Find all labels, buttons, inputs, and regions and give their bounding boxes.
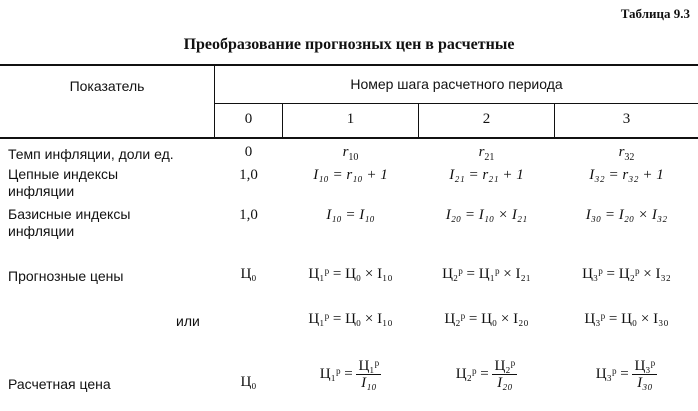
forecast-prices-step0: Ц₀ [240, 266, 257, 282]
inflation-rate-step3: $r_{32}$ [618, 144, 635, 163]
header-step-0: 0 [244, 111, 253, 127]
base-indices-step1: I₁₀ = I₁₀ [326, 207, 375, 223]
inflation-rate-step1: $r_{10}$ [342, 144, 359, 163]
header-bottom-rule [0, 137, 698, 139]
forecast-prices-step2: Ц₂ᵖ = Ц₁ᵖ × I₂₁ [442, 266, 531, 282]
inflation-rate-step0: 0 [244, 144, 253, 160]
row-base-indices-label: Базисные индексы инфляции [8, 206, 131, 239]
calc-price-step2: Ц₂ᵖ = $\frac{\text{Ц₂ᵖ}}{\text{I₂₀}}$ [455, 358, 516, 391]
row-inflation-rate-label: Темп инфляции, доли ед. [8, 146, 174, 162]
calc-price-step0: Ц₀ [240, 374, 257, 390]
forecast-prices-step3: Ц₃ᵖ = Ц₂ᵖ × I₃₂ [582, 266, 671, 282]
header-indicator: Показатель [69, 78, 145, 94]
row-forecast-prices-label: Прогнозные цены [8, 268, 124, 284]
top-rule [0, 64, 698, 66]
header-step-2: 2 [482, 111, 491, 127]
chain-indices-step2: I₂₁ = r₂₁ + 1 [449, 167, 524, 183]
row-or-label: или [176, 313, 200, 329]
forecast-prices-step1: Ц₁ᵖ = Ц₀ × I₁₀ [308, 266, 393, 282]
header-period: Номер шага расчетного периода [350, 76, 563, 92]
chain-indices-step1: I₁₀ = r₁₀ + 1 [313, 167, 388, 183]
chain-indices-step3: I₃₂ = r₃₂ + 1 [589, 167, 664, 183]
inflation-rate-step2: $r_{21}$ [478, 144, 495, 163]
header-step-3: 3 [622, 111, 631, 127]
base-indices-step2: I₂₀ = I₁₀ × I₂₁ [445, 207, 528, 223]
base-indices-step3: I₃₀ = I₂₀ × I₃₂ [585, 207, 668, 223]
base-indices-step0: 1,0 [239, 207, 258, 223]
calc-price-step3: Ц₃ᵖ = $\frac{\text{Ц₃ᵖ}}{\text{I₃₀}}$ [595, 358, 656, 391]
row-calc-price-label: Расчетная цена [8, 376, 111, 392]
chain-indices-step0: 1,0 [239, 167, 258, 183]
table-number: Таблица 9.3 [620, 6, 690, 21]
calc-price-step1: Ц₁ᵖ = $\frac{\text{Ц₁ᵖ}}{\text{I₁₀}}$ [319, 358, 380, 391]
header-step-1: 1 [346, 111, 355, 127]
or-step1: Ц₁ᵖ = Ц₀ × I₁₀ [308, 311, 393, 327]
table-title: Преобразование прогнозных цен в расчетные [183, 36, 515, 53]
or-step2: Ц₂ᵖ = Ц₀ × I₂₀ [444, 311, 529, 327]
or-step3: Ц₃ᵖ = Ц₀ × I₃₀ [584, 311, 669, 327]
row-chain-indices-label: Цепные индексы инфляции [8, 166, 119, 199]
header-mid-rule [214, 103, 698, 104]
